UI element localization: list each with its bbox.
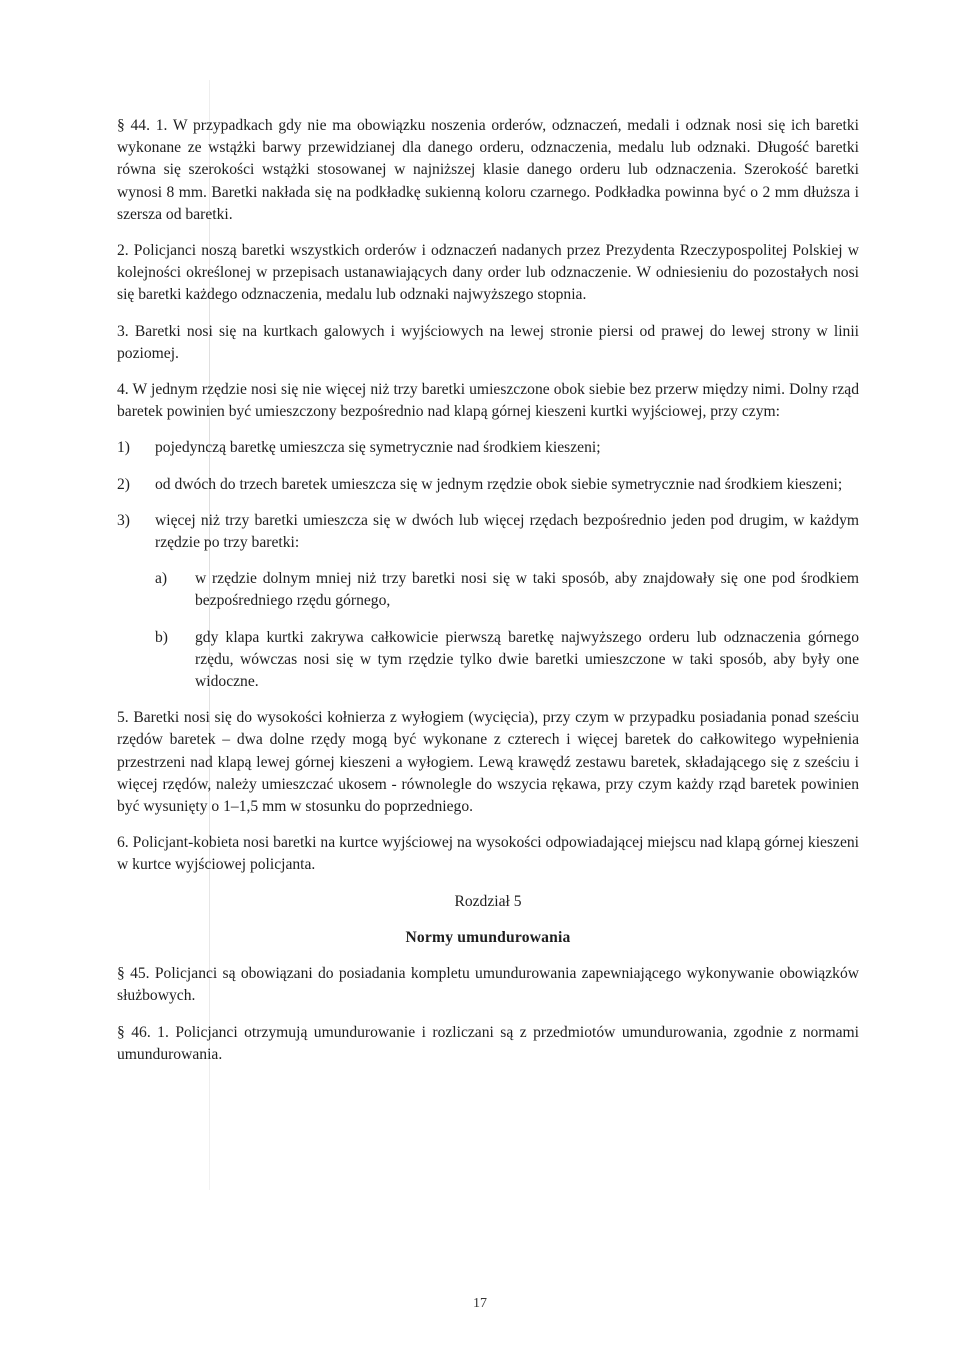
chapter-number: Rozdział 5	[454, 892, 522, 910]
sub-list	[117, 568, 859, 693]
sub-item-a	[155, 568, 859, 612]
list-item-1	[117, 437, 859, 459]
paragraph-44-2: 2. Policjanci noszą baretki wszystkich orderów i odznaczeń nadanych przez Prezydenta Rzeczypospolitej Polskiej w kolejności określonej w przepisach ustanawiających dany order lub odznaczenie. W odniesieniu do pozostałych nosi się baretki każdego odznaczenia, medalu lub odznaki najwyższego stopnia.	[117, 242, 859, 304]
document-body	[117, 115, 859, 1080]
list-marker: b)	[155, 628, 168, 646]
chapter-title: Normy umundurowania	[405, 928, 571, 946]
list-item-text: w rzędzie dolnym mniej niż trzy baretki nosi się w taki sposób, aby znajdowały się one pod środkiem bezpośredniego rzędu górnego,	[195, 570, 859, 610]
list-item-text: gdy klapa kurtki zakrywa całkowicie pierwszą baretkę najwyższego orderu lub odznaczenia górnego rzędu, wówczas nosi się w tym rzędzie tylko dwie baretki umieszczone w taki sposób, aby były one widoczne.	[195, 628, 859, 691]
list-marker: 3)	[117, 511, 130, 529]
list-item-3	[117, 510, 859, 554]
paragraph-44-4: 4. W jednym rzędzie nosi się nie więcej niż trzy baretki umieszczone obok siebie bez przerw między nimi. Dolny rząd baretek powinien być umieszczony bezpośrednio nad klapą górnej kieszeni kurtki wyjściowej, przy czym:	[117, 381, 859, 421]
list-marker: 1)	[117, 439, 130, 457]
list-item-text: od dwóch do trzech baretek umieszcza się w jednym rzędzie obok siebie symetrycznie nad środkiem kieszeni;	[155, 475, 843, 493]
list-item-text: więcej niż trzy baretki umieszcza się w dwóch lub więcej rzędach bezpośrednio jeden pod drugim, w każdym rzędzie po trzy baretki:	[155, 511, 859, 552]
paragraph-46-1: § 46. 1. Policjanci otrzymują umundurowanie i rozliczani są z przedmiotów umundurowania, zgodnie z normami umundurowania.	[117, 1023, 859, 1063]
list-item-2	[117, 474, 859, 496]
sub-item-b	[155, 627, 859, 694]
list-marker: 2)	[117, 475, 130, 493]
page-number: 17	[473, 1296, 487, 1311]
list-item-text: pojedynczą baretkę umieszcza się symetrycznie nad środkiem kieszeni;	[155, 439, 601, 457]
paragraph-44-1: § 44. 1. W przypadkach gdy nie ma obowiązku noszenia orderów, odznaczeń, medali i odznak nosi się ich baretki wykonane ze wstążki barwy przewidzianej dla danego orderu, odznaczenia, medalu lub odznaki. Długość baretki równa się szerokości wstążki stosowanej w najniższej klasie danego orderu lub odznaczenia. Szerokość baretki wynosi 8 mm. Baretki nakłada się na podkładkę sukienną koloru czarnego. Podkładka powinna być o 2 mm dłuższa i szersza od baretki.	[117, 117, 859, 223]
paragraph-44-5: 5. Baretki nosi się do wysokości kołnierza z wyłogiem (wycięcia), przy czym w przypadku posiadania ponad sześciu rzędów baretek – dwa dolne rzędy mogą być wykonane z czterech i więcej baretek do całkowitego wypełnienia przestrzeni nad klapą lewej górnej kieszeni a wyłogiem. Lewą krawędź zestawu baretek, składającego się z sześciu i więcej rzędów, należy umieszczać ukosem - równolegle do wszycia rękawa, przy czym każdy rząd baretek powinien być wysunięty o 1–1,5 mm w stosunku do poprzedniego.	[117, 709, 859, 816]
paragraph-45: § 45. Policjanci są obowiązani do posiadania kompletu umundurowania zapewniającego wykonywanie obowiązków służbowych.	[117, 965, 859, 1005]
list-marker: a)	[155, 570, 168, 588]
paragraph-44-3: 3. Baretki nosi się na kurtkach galowych i wyjściowych na lewej stronie piersi od prawej do lewej strony w linii poziomej.	[117, 322, 859, 362]
paragraph-44-6: 6. Policjant-kobieta nosi baretki na kurtce wyjściowej na wysokości odpowiadającej miejscu nad klapą górnej kieszeni w kurtce wyjściowej policjanta.	[117, 834, 859, 874]
